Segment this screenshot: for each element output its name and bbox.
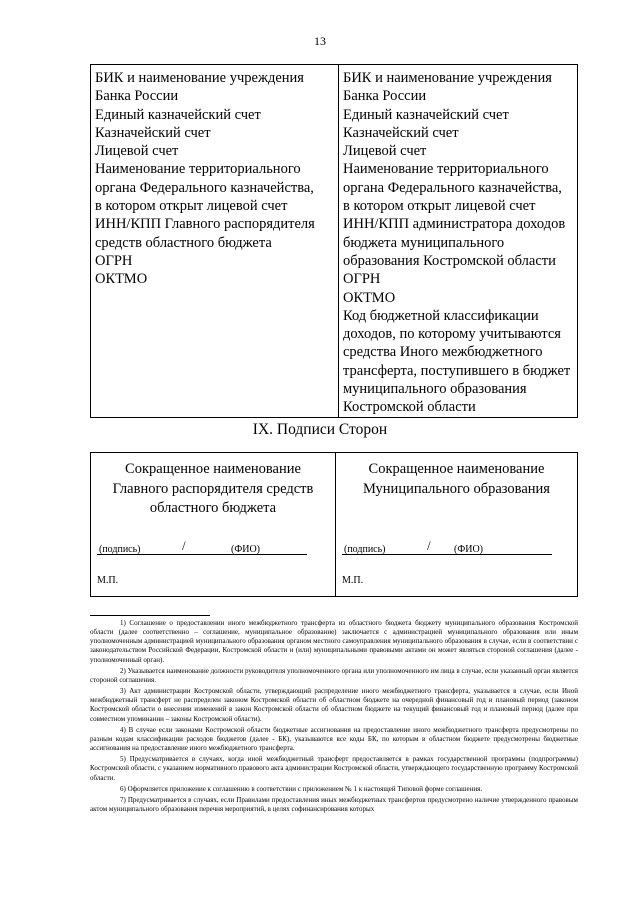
footnotes bbox=[90, 619, 578, 816]
party-title bbox=[336, 453, 577, 499]
signature-slash: / bbox=[427, 538, 431, 553]
bank-detail-line: в котором открыт лицевой счет bbox=[343, 198, 536, 215]
bank-detail-line: БИК и наименование учреждения bbox=[343, 70, 552, 86]
party-title-line: Муниципального образования bbox=[363, 480, 550, 497]
bank-detail-line: ОГРН bbox=[95, 252, 133, 269]
bank-detail-line: БИК и наименование учреждения bbox=[95, 70, 304, 86]
bank-detail-line: ОГРН bbox=[343, 271, 381, 288]
bank-detail-line: Банка России bbox=[95, 88, 179, 105]
bank-details-left-cell bbox=[91, 65, 339, 418]
signature-slash: / bbox=[182, 538, 186, 553]
bank-detail-line: Лицевой счет bbox=[95, 143, 179, 160]
bank-detail-line: доходов, по которому учитываются bbox=[343, 326, 561, 343]
bank-detail-line: органа Федерального казначейства, bbox=[343, 179, 562, 196]
bank-detail-line: Наименование территориального bbox=[343, 161, 549, 178]
signatures-table bbox=[90, 452, 578, 597]
party-title-line: Сокращенное наименование bbox=[125, 461, 301, 477]
signature-cell-right bbox=[336, 453, 578, 597]
name-label: (ФИО) bbox=[231, 544, 261, 555]
party-title bbox=[91, 453, 335, 519]
bank-detail-line: Код бюджетной классификации bbox=[343, 307, 539, 324]
page-number: 13 bbox=[314, 34, 326, 48]
party-title-line: областного бюджета bbox=[149, 500, 277, 516]
bank-detail-line: в котором открыт лицевой счет bbox=[95, 198, 288, 215]
bank-detail-line: Единый казначейский счет bbox=[343, 106, 509, 123]
footnote: 2) Указывается наименование должности руководителя уполномоченного органа или уполномоченного им лица в случае, если указанный орган является стороной соглашения. bbox=[90, 666, 578, 684]
bank-detail-line: образования Костромской области bbox=[343, 252, 556, 269]
bank-detail-line: Костромской области bbox=[343, 399, 476, 416]
bank-detail-line: Казначейский счет bbox=[343, 124, 459, 141]
signature-cell-left bbox=[91, 453, 336, 597]
bank-detail-line: ОКТМО bbox=[343, 289, 396, 306]
footnote: 7) Предусматривается в случаях, если Правилами предоставления иных межбюджетных трансфертов предусмотрено наличие утвержденного правовым актом муниципального образования перечня мероприятий, в целях софинансирования которых bbox=[90, 795, 578, 813]
bank-detail-line: Казначейский счет bbox=[95, 124, 211, 141]
bank-detail-line: бюджета муниципального bbox=[343, 234, 505, 251]
party-title-line: Сокращенное наименование bbox=[368, 461, 545, 477]
bank-detail-line: органа Федерального казначейства, bbox=[95, 179, 314, 196]
bank-detail-line: муниципального образования bbox=[343, 381, 527, 398]
bank-detail-line: ИНН/КПП администратора доходов bbox=[343, 216, 566, 233]
party-title-line: Главного распорядителя средств bbox=[112, 480, 314, 497]
stamp-place: М.П. bbox=[342, 575, 364, 586]
bank-detail-line: Наименование территориального bbox=[95, 161, 301, 178]
bank-details-table bbox=[90, 64, 578, 418]
bank-detail-line: Банка России bbox=[343, 88, 427, 105]
footnote: 4) В случае если законами Костромской области бюджетные ассигнования на предоставление иного межбюджетного трансферта предусмотрены по разным кодам классификации расходов бюджетов (далее - БК), указываются все коды БК, по которым в областном бюджете предусмотрены бюджетные ассигнования на предоставление иного межбюджетного трансферта. bbox=[90, 725, 578, 753]
bank-detail-line: средства Иного межбюджетного bbox=[343, 344, 543, 361]
section-heading: IX. Подписи Сторон bbox=[252, 421, 388, 438]
signature-label: (подпись) bbox=[99, 544, 141, 555]
footnote-separator bbox=[90, 615, 210, 616]
footnote: 3) Акт администрации Костромской области, утверждающий распределение иного межбюджетного трансферта, указывается в случае, если Иной межбюджетный трансферт не распределен законом Костромской области об областном бюджете на очередной финансовый год и плановый период (законом Костромской области о внесении изменений в закон Костромской области об областном бюджете на текущий финансовый год и плановый период (далее при совместном упоминании – законы Костромской области). bbox=[90, 687, 578, 723]
bank-detail-line: трансферта, поступившего в бюджет bbox=[343, 362, 571, 379]
bank-detail-line: Единый казначейский счет bbox=[95, 106, 261, 123]
bank-detail-line: средств областного бюджета bbox=[95, 234, 272, 251]
footnote: 6) Оформляется приложение к соглашению в соответствии с приложением № 1 к настоящей Типовой форме соглашения. bbox=[120, 784, 483, 793]
bank-detail-line: ОКТМО bbox=[95, 271, 148, 288]
bank-details-right-cell bbox=[339, 65, 578, 418]
signature-label: (подпись) bbox=[344, 544, 386, 555]
stamp-place: М.П. bbox=[97, 575, 119, 586]
footnote: 1) Соглашение о предоставлении иного межбюджетного трансферта из областного бюджета бюджету муниципального образования Костромской области (далее соответственно – соглашение, муниципальное образование) заключается с администрацией муниципального образования или иным уполномоченным администрацией муниципального образования органом местного самоуправления муниципального образования в случае, если в соответствии с законодательством Российской Федерации, Костромской области и (или) муниципальными правовыми актами он может являться стороной соглашения (далее - уполномоченный орган). bbox=[90, 619, 578, 664]
footnote: 5) Предусматривается в случаях, когда иной межбюджетный трансферт предоставляется в рамках государственной программы (подпрограммы) Костромской области, с указанием нормативного правового акта администрации Костромской области, утверждающего государственную программу Костромской области. bbox=[90, 755, 578, 782]
bank-detail-line: ИНН/КПП Главного распорядителя bbox=[95, 216, 315, 233]
name-label: (ФИО) bbox=[454, 544, 484, 555]
bank-detail-line: Лицевой счет bbox=[343, 143, 427, 160]
